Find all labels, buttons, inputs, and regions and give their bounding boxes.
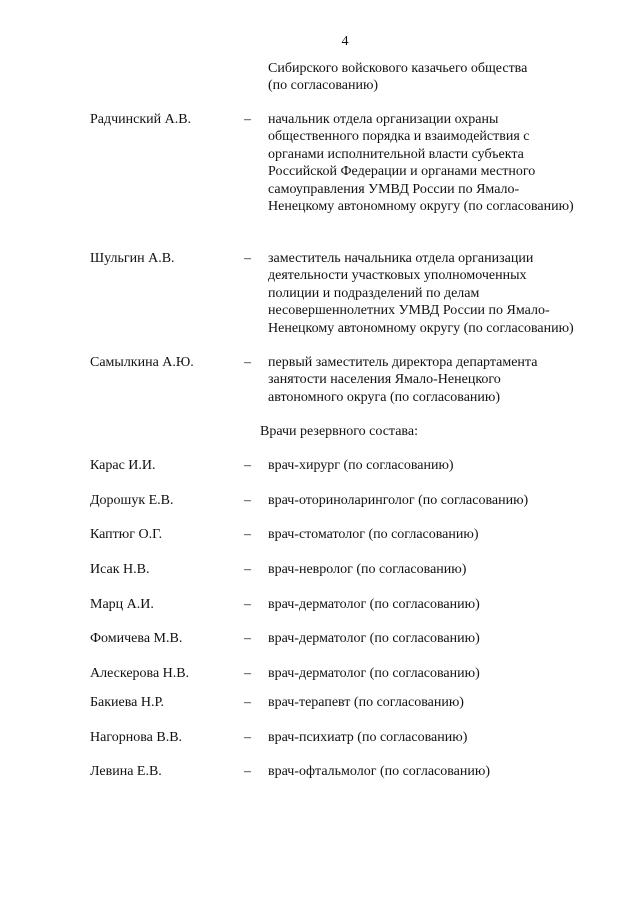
member-role: заместитель начальника отдела организации деятельности участковых уполномоченных полиции и подразделений по делам несовершеннолетних УМВД России по Ямало- Ненецкому автономному округу (по согласованию) [268,251,574,336]
dash-separator: – [244,666,251,681]
dash-separator: – [244,730,251,745]
doctor-role: врач-оториноларинголог (по согласованию) [268,493,529,508]
member-name: Самылкина А.Ю. [90,355,194,370]
doctor-role: врач-стоматолог (по согласованию) [268,527,479,542]
doctor-role: врач-терапевт (по согласованию) [268,695,464,710]
dash-separator: – [244,251,251,266]
doctor-role: врач-дерматолог (по согласованию) [268,666,480,681]
dash-separator: – [244,112,251,127]
doctor-name: Дорошук Е.В. [90,493,174,508]
doctor-role: врач-психиатр (по согласованию) [268,730,468,745]
dash-separator: – [244,764,251,779]
dash-separator: – [244,355,251,370]
dash-separator: – [244,527,251,542]
doctor-name: Алескерова Н.В. [90,666,190,681]
doctor-name: Фомичева М.В. [90,631,183,646]
page-number: 4 [341,34,349,49]
doctor-name: Карас И.И. [90,458,156,473]
doctor-role: врач-хирург (по согласованию) [268,458,454,473]
member-name: Радчинский А.В. [90,112,192,127]
doctor-name: Исак Н.В. [90,562,150,577]
dash-separator: – [244,493,251,508]
dash-separator: – [244,458,251,473]
dash-separator: – [244,631,251,646]
member-role: первый заместитель директора департамента занятости населения Ямало-Ненецкого автономного округа (по согласованию) [268,355,538,405]
doctor-role: врач-офтальмолог (по согласованию) [268,764,490,779]
doctor-name: Левина Е.В. [90,764,162,779]
doctor-role: врач-невролог (по согласованию) [268,562,467,577]
dash-separator: – [244,562,251,577]
dash-separator: – [244,695,251,710]
reserve-section-heading: Врачи резервного состава: [260,424,418,439]
doctor-name: Нагорнова В.В. [90,730,183,745]
member-name: Шульгин А.В. [90,251,175,266]
doctor-name: Каптюг О.Г. [90,527,163,542]
member-role: начальник отдела организации охраны общественного порядка и взаимодействия с органами исполнительной власти субъекта Российской Федерации и органами местного самоуправления УМВД России по Ямало- Ненецкому автономному округу (по согласованию) [268,112,574,215]
doctor-role: врач-дерматолог (по согласованию) [268,597,480,612]
doctor-name: Бакиева Н.Р. [90,695,165,710]
dash-separator: – [244,597,251,612]
doctor-role: врач-дерматолог (по согласованию) [268,631,480,646]
doctor-name: Марц А.И. [90,597,154,612]
continuation-text: Сибирского войскового казачьего общества (по согласованию) [268,61,528,94]
